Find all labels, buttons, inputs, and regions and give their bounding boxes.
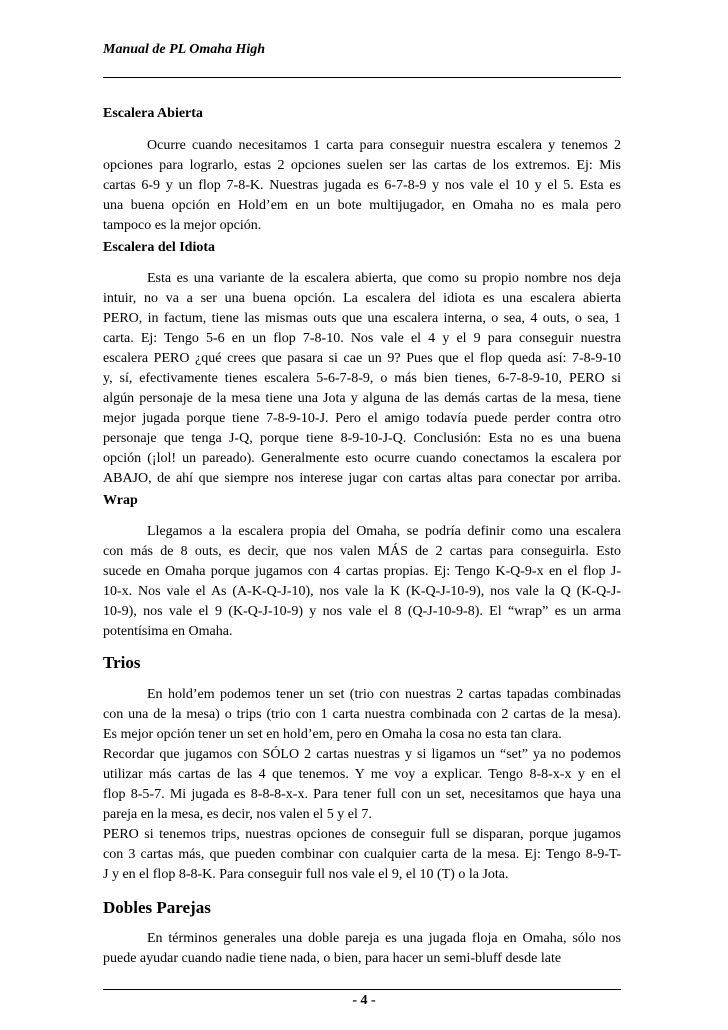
paragraph-line: intuir, no va a ser una buena opción. La escalera del idiota es una escalera abierta xyxy=(103,291,621,306)
paragraph-line: Ocurre cuando necesitamos 1 carta para conseguir nuestra escalera y tenemos 2 xyxy=(147,138,621,153)
paragraph-line: con 3 cartas más, que pueden combinar con cualquier carta de la mesa. Ej: Tengo 8-9-T- xyxy=(103,847,621,862)
paragraph-line: opción (¡lol! un pareado). Generalmente esto ocurre cuando conectamos la escalera por xyxy=(103,451,621,466)
paragraph-line: con más de 8 outs, es decir, que nos valen MÁS de 2 cartas para conseguirla. Esto xyxy=(103,544,621,559)
paragraph-line: pareja en la mesa, es decir, nos valen el 5 y el 7. xyxy=(103,807,372,822)
paragraph-line: 10-x. Nos vale el As (A-K-Q-J-10), nos vale la K (K-Q-J-10-9), nos vale la Q (K-Q-J- xyxy=(103,584,621,599)
section-heading-escalera-del-idiota: Escalera del Idiota xyxy=(103,240,215,255)
section-heading-wrap: Wrap xyxy=(103,493,138,508)
paragraph-line: Esta es una variante de la escalera abierta, que como su propio nombre nos deja xyxy=(147,271,621,286)
paragraph-line: y, sí, efectivamente tienes escalera 5-6-7-8-9, o más bien tienes, 6-7-8-9-10, PERO si xyxy=(103,371,621,386)
paragraph-line: opciones para lograrlo, estas 2 opciones suelen ser las cartas de los extremos. Ej: Mis xyxy=(103,158,621,173)
section-heading-dobles-parejas: Dobles Parejas xyxy=(103,898,211,917)
paragraph-line: Recordar que jugamos con SÓLO 2 cartas nuestras y si ligamos un “set” ya no podemos xyxy=(103,747,621,762)
footer-rule xyxy=(103,989,621,990)
paragraph-line: 10-9), nos vale el 9 (K-Q-J-10-9) y nos vale el 8 (Q-J-10-9-8). El “wrap” es un arma xyxy=(103,604,621,619)
paragraph-line: escalera PERO ¿qué crees que pasara si cae un 9? Pues que el flop queda así: 7-8-9-10 xyxy=(103,351,621,366)
paragraph-line: PERO, in factum, tiene las mismas outs que una escalera interna, o sea, 4 outs, o sea, 1 xyxy=(103,311,621,326)
paragraph-line: En términos generales una doble pareja es una jugada floja en Omaha, sólo nos xyxy=(147,931,621,946)
paragraph-line: ABAJO, de ahí que siempre nos interese jugar con cartas altas para conectar por arriba. xyxy=(103,471,621,486)
paragraph-line: En hold’em podemos tener un set (trio con nuestras 2 cartas tapadas combinadas xyxy=(147,687,621,702)
paragraph-line: una buena opción en Hold’em en un bote multijugador, en Omaha no es mala pero xyxy=(103,198,621,213)
paragraph-line: J y en el flop 8-8-K. Para conseguir full nos vale el 9, el 10 (T) o la Jota. xyxy=(103,867,509,882)
paragraph-line: potentísima en Omaha. xyxy=(103,624,233,639)
paragraph-line: utilizar más cartas de las 4 que tenemos. Y me voy a explicar. Tengo 8-8-x-x y en el xyxy=(103,767,621,782)
paragraph-line: PERO si tenemos trips, nuestras opciones de conseguir full se disparan, porque jugamos xyxy=(103,827,621,842)
section-heading-escalera-abierta: Escalera Abierta xyxy=(103,106,203,121)
paragraph-line: puede ayudar cuando nadie tiene nada, o bien, para hacer un semi-bluff desde late xyxy=(103,951,562,966)
header-rule xyxy=(103,77,621,78)
paragraph-line: sucede en Omaha porque jugamos con 4 cartas propias. Ej: Tengo K-Q-9-x en el flop J- xyxy=(103,564,621,579)
paragraph-line: Es mejor opción tener un set en hold’em, pero en Omaha la cosa no esta tan clara. xyxy=(103,727,562,742)
section-heading-trios: Trios xyxy=(103,653,141,672)
paragraph-line: tampoco es la mejor opción. xyxy=(103,218,262,233)
paragraph-line: mejor jugada porque tiene 7-8-9-10-J. Pero el amigo todavía puede perder contra otro xyxy=(103,411,621,426)
paragraph-line: con una de la mesa) o trips (trio con 1 carta nuestra combinada con 2 cartas de la mesa). xyxy=(103,707,621,722)
paragraph-line: Llegamos a la escalera propia del Omaha, se podría definir como una escalera xyxy=(147,524,621,539)
header-title: Manual de PL Omaha High xyxy=(103,42,266,57)
page-number: - 4 - xyxy=(352,993,376,1008)
paragraph-line: flop 8-5-7. Mi jugada es 8-8-8-x-x. Para tener full con un set, necesitamos que haya una xyxy=(103,787,621,802)
paragraph-line: cartas 6-9 y un flop 7-8-K. Nuestras jugada es 6-7-8-9 y nos vale el 10 y el 5. Esta es xyxy=(103,178,621,193)
paragraph-line: personaje que tenga J-Q, porque tiene 8-9-10-J-Q. Conclusión: Esta no es una buena xyxy=(103,431,621,446)
paragraph-line: algún personaje de la mesa tiene una Jota y alguna de las demás cartas de la mesa, tiene xyxy=(103,391,621,406)
paragraph-line: carta. Ej: Tengo 5-6 en un flop 7-8-10. Nos vale el 4 y el 9 para conseguir nuestra xyxy=(103,331,621,346)
